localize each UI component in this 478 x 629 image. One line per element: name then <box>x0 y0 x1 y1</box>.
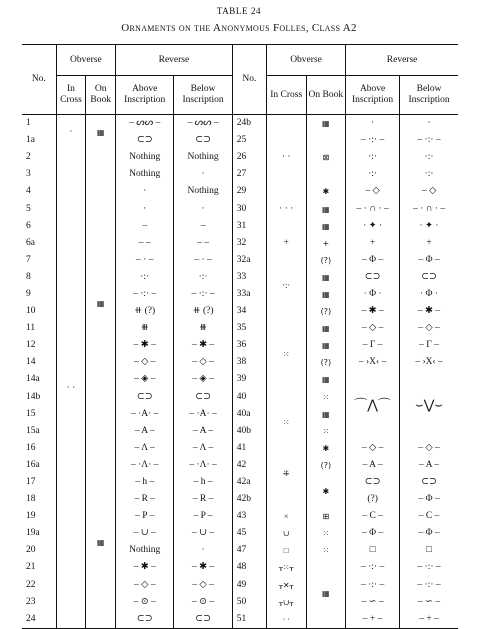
reverse-below: – ✱ – <box>174 559 232 576</box>
header-on-book-2: On Book <box>306 76 346 115</box>
obverse-on-book: (?) <box>306 457 346 474</box>
row-number: 49 <box>232 577 266 594</box>
reverse-below: – ◇ – <box>418 323 440 334</box>
row-number: 12 <box>22 337 56 354</box>
obverse-in-cross: ᚁ✕ᚁ <box>266 577 306 594</box>
reverse-above: – ›X‹ – <box>346 354 400 371</box>
header-above-2: Above Inscription <box>346 76 400 115</box>
reverse-above: · <box>346 115 400 133</box>
obverse-in-cross: · · <box>56 149 86 628</box>
reverse-below: ⊂⊃ <box>174 132 232 149</box>
obverse-in-cross: · · <box>266 115 306 201</box>
reverse-above: – – <box>116 235 174 252</box>
row-number: 1a <box>22 132 56 149</box>
row-number: 35 <box>232 320 266 337</box>
reverse-below: · <box>174 542 232 559</box>
reverse-above-ornament: ⌒⋀⌒ <box>346 371 400 439</box>
header-on-book: On Book <box>86 76 116 115</box>
reverse-below: Nothing <box>174 183 232 200</box>
header-no: No. <box>22 45 56 115</box>
reverse-above: Nothing <box>116 166 174 183</box>
reverse-above: – ·:· – <box>346 559 400 576</box>
row-number: 3 <box>22 166 56 183</box>
obverse-on-book: ⊠ <box>306 132 346 183</box>
obverse-on-book: ✱ <box>306 474 346 508</box>
reverse-below: – – <box>174 235 232 252</box>
reverse-above: – A – <box>116 423 174 440</box>
row-number: 17 <box>22 474 56 491</box>
obverse-in-cross: + <box>266 218 306 269</box>
row-number: 32a <box>232 252 266 269</box>
row-number: 6 <box>22 218 56 235</box>
reverse-above: – Γ – <box>346 337 400 354</box>
row-number: 16a <box>22 457 56 474</box>
reverse-below: □ <box>426 545 432 556</box>
reverse-below: – ✱ – <box>174 337 232 354</box>
reverse-below-ornament: ⌣⋁⌣ <box>415 398 443 414</box>
obverse-on-book: (?) <box>306 252 346 269</box>
reverse-above: – ◇ – <box>346 320 400 337</box>
obverse-in-cross: ·:· <box>266 269 306 303</box>
row-number: 23 <box>22 594 56 611</box>
reverse-below: ⊂⊃ <box>174 389 232 406</box>
reverse-above: – ·:· – <box>346 132 400 149</box>
table-row <box>22 115 458 133</box>
reverse-above: – + – <box>346 611 400 629</box>
reverse-above: ⊂⊃ <box>116 132 174 149</box>
row-number: 22 <box>22 577 56 594</box>
row-number: 18 <box>22 491 56 508</box>
reverse-above: – ⊙ – <box>116 594 174 611</box>
obverse-in-cross: · · <box>266 611 306 629</box>
header-in-cross: In Cross <box>56 76 86 115</box>
row-number: 24b <box>232 115 266 133</box>
reverse-below: ⧺ (?) <box>174 303 232 320</box>
row-number: 34 <box>232 303 266 320</box>
reverse-below: – ·:· – <box>417 562 441 573</box>
reverse-below: ·:· <box>424 152 434 163</box>
row-number: 14b <box>22 389 56 406</box>
table-row <box>22 149 458 166</box>
table-row <box>22 457 458 474</box>
reverse-below: – ✱ – <box>417 306 441 317</box>
row-number: 9 <box>22 286 56 303</box>
reverse-below: – ∪ – <box>174 525 232 542</box>
reverse-above: Nothing <box>116 542 174 559</box>
obverse-in-cross: ∪ <box>266 525 306 542</box>
obverse-on-book: ▦ <box>86 115 116 150</box>
header-below: Below Inscription <box>174 76 232 115</box>
obverse-in-cross: · <box>56 115 86 150</box>
reverse-below: – A – <box>419 459 440 470</box>
reverse-above: – ◇ – <box>116 354 174 371</box>
row-number: 48 <box>232 559 266 576</box>
obverse-on-book: ▦ <box>306 371 346 388</box>
reverse-above: – Λ – <box>116 440 174 457</box>
obverse-on-book: ▦ <box>306 406 346 423</box>
reverse-above: – ✱ – <box>346 303 400 320</box>
obverse-in-cross: · · · <box>266 200 306 217</box>
reverse-above: – ◇ <box>346 183 400 200</box>
reverse-above: – ◇ – <box>346 440 400 457</box>
reverse-below: – ◇ – <box>174 577 232 594</box>
reverse-above: – Φ – <box>346 252 400 269</box>
row-number: 30 <box>232 200 266 217</box>
reverse-above: · ✦ · <box>346 218 400 235</box>
header-above: Above Inscription <box>116 76 174 115</box>
reverse-below: ⧻ <box>174 320 232 337</box>
row-number: 41 <box>232 440 266 457</box>
reverse-above: – <box>116 218 174 235</box>
reverse-below: – ·Λ· – <box>174 457 232 474</box>
reverse-below: ⊂⊃ <box>421 271 437 282</box>
row-number: 40b <box>232 423 266 440</box>
reverse-below: ⊂⊃ <box>421 477 437 488</box>
row-number: 32 <box>232 235 266 252</box>
reverse-above: ⊂⊃ <box>346 269 400 286</box>
header-reverse: Reverse <box>116 45 233 76</box>
row-number: 7 <box>22 252 56 269</box>
row-number: 2 <box>22 149 56 166</box>
reverse-above: – ∪ – <box>116 525 174 542</box>
reverse-below: – ◇ – <box>418 442 440 453</box>
row-number: 40 <box>232 389 266 406</box>
reverse-below: – C – <box>418 511 440 522</box>
reverse-above: – ✱ – <box>116 337 174 354</box>
row-number: 50 <box>232 594 266 611</box>
reverse-above: – ✱ – <box>116 559 174 576</box>
row-number: 33 <box>232 269 266 286</box>
reverse-above: – A – <box>346 457 400 474</box>
row-number: 42b <box>232 491 266 508</box>
reverse-below: – + – <box>419 613 439 624</box>
row-number: 42a <box>232 474 266 491</box>
header-below-2: Below Inscription <box>400 76 458 115</box>
row-number: 42 <box>232 457 266 474</box>
reverse-below: – Φ – <box>418 528 440 539</box>
obverse-in-cross: ᚁ∪ᚁ <box>266 594 306 611</box>
row-number: 38 <box>232 354 266 371</box>
table-title: Ornaments on the Anonymous Folles, Class A2 <box>121 22 357 34</box>
reverse-below: – · – <box>174 252 232 269</box>
reverse-below: – <box>174 218 232 235</box>
reverse-below: · <box>427 118 431 129</box>
reverse-below: · <box>174 166 232 183</box>
reverse-above: · Φ · <box>346 286 400 303</box>
obverse-on-book: (?) <box>306 354 346 371</box>
reverse-above: – ·:· – <box>346 577 400 594</box>
reverse-below: – h – <box>174 474 232 491</box>
reverse-above: □ <box>346 542 400 559</box>
obverse-in-cross: × <box>266 508 306 525</box>
row-number: 25 <box>232 132 266 149</box>
reverse-above: – ◇ – <box>116 577 174 594</box>
reverse-above: – Φ – <box>346 525 400 542</box>
row-number: 11 <box>22 320 56 337</box>
obverse-on-book: ▦ <box>306 115 346 133</box>
reverse-below: – · ∩ · – <box>412 203 446 214</box>
obverse-on-book: ⁙ <box>306 389 346 406</box>
obverse-on-book: ✱ <box>306 440 346 457</box>
reverse-below: ·:· <box>424 169 434 180</box>
obverse-on-book: ⁙ <box>306 542 346 559</box>
row-number: 24 <box>22 611 56 629</box>
reverse-below: – R – <box>174 491 232 508</box>
row-number: 31 <box>232 218 266 235</box>
row-number: 20 <box>22 542 56 559</box>
row-number: 27 <box>232 166 266 183</box>
row-number: 4 <box>22 183 56 200</box>
reverse-below: – Λ – <box>174 440 232 457</box>
reverse-above: ⊂⊃ <box>116 389 174 406</box>
row-number: 26 <box>232 149 266 166</box>
reverse-below: ⊂⊃ <box>174 611 232 629</box>
reverse-above: + <box>346 235 400 252</box>
row-number: 19 <box>22 508 56 525</box>
obverse-in-cross: ⁜ <box>266 440 306 508</box>
obverse-on-book: ▦ <box>306 200 346 217</box>
reverse-below: – ·:· – <box>174 286 232 303</box>
reverse-below: – ◇ <box>421 186 437 197</box>
reverse-below: – ·A· – <box>174 406 232 423</box>
row-number: 1 <box>22 115 56 133</box>
reverse-below: · Φ · <box>420 288 439 299</box>
reverse-below: Nothing <box>174 149 232 166</box>
reverse-below: – P – <box>174 508 232 525</box>
obverse-on-book: ⁙ <box>306 525 346 542</box>
obverse-in-cross: ⁙ <box>266 303 306 406</box>
row-number: 10 <box>22 303 56 320</box>
reverse-above: – h – <box>116 474 174 491</box>
row-number: 16 <box>22 440 56 457</box>
row-number: 29 <box>232 183 266 200</box>
obverse-on-book: (?) <box>306 303 346 320</box>
reverse-above: – ᔕᔕ – <box>116 115 174 133</box>
obverse-on-book: ▦ <box>306 337 346 354</box>
reverse-above: – ·Λ· – <box>116 457 174 474</box>
header-obverse-2: Obverse <box>266 45 345 76</box>
reverse-above: ⧻ <box>116 320 174 337</box>
reverse-above: – R – <box>116 491 174 508</box>
obverse-on-book: ▦ <box>306 286 346 303</box>
reverse-below: – A – <box>174 423 232 440</box>
row-number: 40a <box>232 406 266 423</box>
row-number: 15a <box>22 423 56 440</box>
table-number: TABLE 24 <box>216 6 262 16</box>
reverse-below: – Φ – <box>418 254 440 265</box>
obverse-on-book: + <box>306 235 346 252</box>
reverse-above: ·:· <box>346 166 400 183</box>
reverse-above: – ·:· – <box>116 286 174 303</box>
reverse-above: ⊂⊃ <box>116 611 174 629</box>
reverse-above: – C – <box>346 508 400 525</box>
obverse-in-cross: ⁙ <box>266 406 306 440</box>
reverse-above: ⊂⊃ <box>346 474 400 491</box>
obverse-in-cross: □ <box>266 542 306 559</box>
obverse-in-cross: ᚁ⁙ᚁ <box>266 559 306 576</box>
row-number: 21 <box>22 559 56 576</box>
row-number: 14 <box>22 354 56 371</box>
reverse-above: – · ∩ · – <box>346 200 400 217</box>
reverse-below: + <box>426 237 432 248</box>
reverse-above: – ∽ – <box>346 594 400 611</box>
reverse-above: Nothing <box>116 149 174 166</box>
reverse-above: · <box>116 200 174 217</box>
row-number: 8 <box>22 269 56 286</box>
obverse-on-book: ✱ <box>306 183 346 200</box>
row-number: 15 <box>22 406 56 423</box>
reverse-above: ·:· <box>346 149 400 166</box>
reverse-below: – ·:· – <box>417 579 441 590</box>
header-in-cross-2: In Cross <box>266 76 306 115</box>
row-number: 19a <box>22 525 56 542</box>
row-number: 5 <box>22 200 56 217</box>
reverse-above: ·:· <box>116 269 174 286</box>
reverse-below: – ⊙ – <box>174 594 232 611</box>
obverse-on-book: ▦ <box>306 218 346 235</box>
row-number: 39 <box>232 371 266 388</box>
reverse-below: – ◈ – <box>174 371 232 388</box>
obverse-on-book: ▦ <box>306 320 346 337</box>
reverse-below: – ∽ – <box>417 596 441 607</box>
reverse-above: – ◈ – <box>116 371 174 388</box>
reverse-below: ·:· <box>174 269 232 286</box>
row-number: 33a <box>232 286 266 303</box>
header-reverse-2: Reverse <box>346 45 458 76</box>
ornaments-table <box>22 44 458 629</box>
row-number: 47 <box>232 542 266 559</box>
reverse-above: (?) <box>346 491 400 508</box>
row-number: 14a <box>22 371 56 388</box>
reverse-below: – Φ – <box>418 494 440 505</box>
obverse-on-book: ⁙ <box>306 423 346 440</box>
header-no-2: No. <box>232 45 266 115</box>
obverse-on-book: ▦ <box>306 559 346 628</box>
reverse-below: – ›X‹ – <box>415 357 443 368</box>
reverse-above: · <box>116 183 174 200</box>
reverse-below: – ·:· – <box>417 135 441 146</box>
row-number: 45 <box>232 525 266 542</box>
obverse-on-book: ▦ <box>86 149 116 457</box>
row-number: 6a <box>22 235 56 252</box>
reverse-below: · <box>174 200 232 217</box>
obverse-on-book: ⊞ <box>306 508 346 525</box>
obverse-on-book: ▦ <box>86 457 116 628</box>
header-obverse: Obverse <box>56 45 115 76</box>
reverse-above: – ·A· – <box>116 406 174 423</box>
reverse-above: ⧺ (?) <box>116 303 174 320</box>
reverse-above: – P – <box>116 508 174 525</box>
obverse-on-book: ▦ <box>306 269 346 286</box>
row-number: 43 <box>232 508 266 525</box>
reverse-above: – · – <box>116 252 174 269</box>
reverse-below: – Γ – <box>419 340 439 351</box>
reverse-below: – ◇ – <box>174 354 232 371</box>
reverse-below: – ᔕᔕ – <box>174 115 232 133</box>
reverse-below: · ✦ · <box>419 220 439 231</box>
row-number: 36 <box>232 337 266 354</box>
row-number: 51 <box>232 611 266 629</box>
